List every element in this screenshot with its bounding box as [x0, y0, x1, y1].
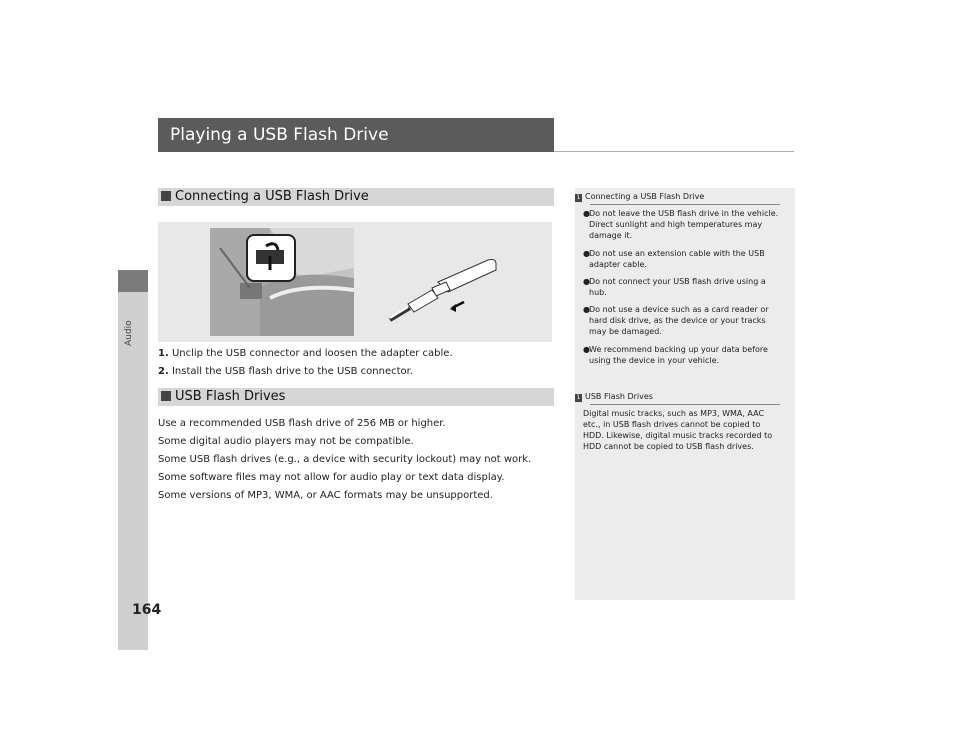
- section-heading-text: Connecting a USB Flash Drive: [175, 189, 369, 204]
- step-2: [158, 366, 413, 377]
- note-title-connecting: 1 Connecting a USB Flash Drive: [576, 192, 705, 201]
- usb-drive-icon: [388, 252, 498, 322]
- square-bullet-icon: [161, 191, 171, 201]
- step-number: 2.: [158, 366, 169, 377]
- section-heading-connecting: [158, 188, 554, 206]
- section-heading-drives: [158, 388, 554, 406]
- note-ref-icon: 1: [576, 194, 581, 201]
- connector-inset: [246, 234, 296, 282]
- usb-illustration: [158, 222, 552, 342]
- note-ref-icon: 1: [576, 394, 581, 401]
- note-paragraph: Digital music tracks, such as MP3, WMA, AAC etc., in USB flash drives cannot be copied to HDD. Likewise, digital music tracks recorded to HDD cannot be copied to USB flash drives.: [583, 409, 773, 451]
- step-text: Install the USB flash drive to the USB connector.: [171, 366, 414, 377]
- note-bullet: ●We recommend backing up your data before using the device in your vehicle.: [583, 345, 768, 365]
- square-bullet-icon: [161, 391, 171, 401]
- step-text: Unclip the USB connector and loosen the adapter cable.: [171, 348, 453, 359]
- note-bullet: ●Do not use a device such as a card reader or hard disk drive, as the device or your tracks may be damaged.: [583, 305, 769, 336]
- bullet-dot-icon: ●: [583, 277, 590, 286]
- title-rule: [554, 151, 794, 152]
- bullet-dot-icon: ●: [583, 249, 590, 258]
- note-title-drives: 1 USB Flash Drives: [576, 392, 653, 401]
- note-bullet: ●Do not use an extension cable with the USB adapter cable.: [583, 249, 765, 269]
- step-number: 1.: [158, 348, 169, 359]
- note-rule: [590, 404, 780, 405]
- body-line: Some digital audio players may not be compatible.: [158, 436, 414, 447]
- bullet-dot-icon: ●: [583, 209, 590, 218]
- connector-clip-icon: [248, 236, 294, 280]
- note-bullet: ●Do not leave the USB flash drive in the vehicle. Direct sunlight and high temperatures may damage it.: [583, 209, 779, 240]
- chapter-tab-marker: [118, 270, 148, 292]
- chapter-label: Audio: [124, 320, 134, 346]
- body-line: Some software files may not allow for audio play or text data display.: [158, 472, 505, 483]
- page-number: 164: [132, 602, 162, 618]
- note-rule: [590, 204, 780, 205]
- page-title-bar: [158, 118, 554, 152]
- bullet-dot-icon: ●: [583, 345, 590, 354]
- note-bullet: ●Do not connect your USB flash drive using a hub.: [583, 277, 766, 297]
- body-line: Use a recommended USB flash drive of 256 MB or higher.: [158, 418, 446, 429]
- console-photo: [210, 228, 354, 336]
- section-heading-text: USB Flash Drives: [175, 389, 286, 404]
- step-1: [158, 348, 453, 359]
- bullet-dot-icon: ●: [583, 305, 590, 314]
- body-line: Some USB flash drives (e.g., a device with security lockout) may not work.: [158, 454, 532, 465]
- body-line: Some versions of MP3, WMA, or AAC formats may be unsupported.: [158, 490, 493, 501]
- page-title: Playing a USB Flash Drive: [170, 125, 389, 145]
